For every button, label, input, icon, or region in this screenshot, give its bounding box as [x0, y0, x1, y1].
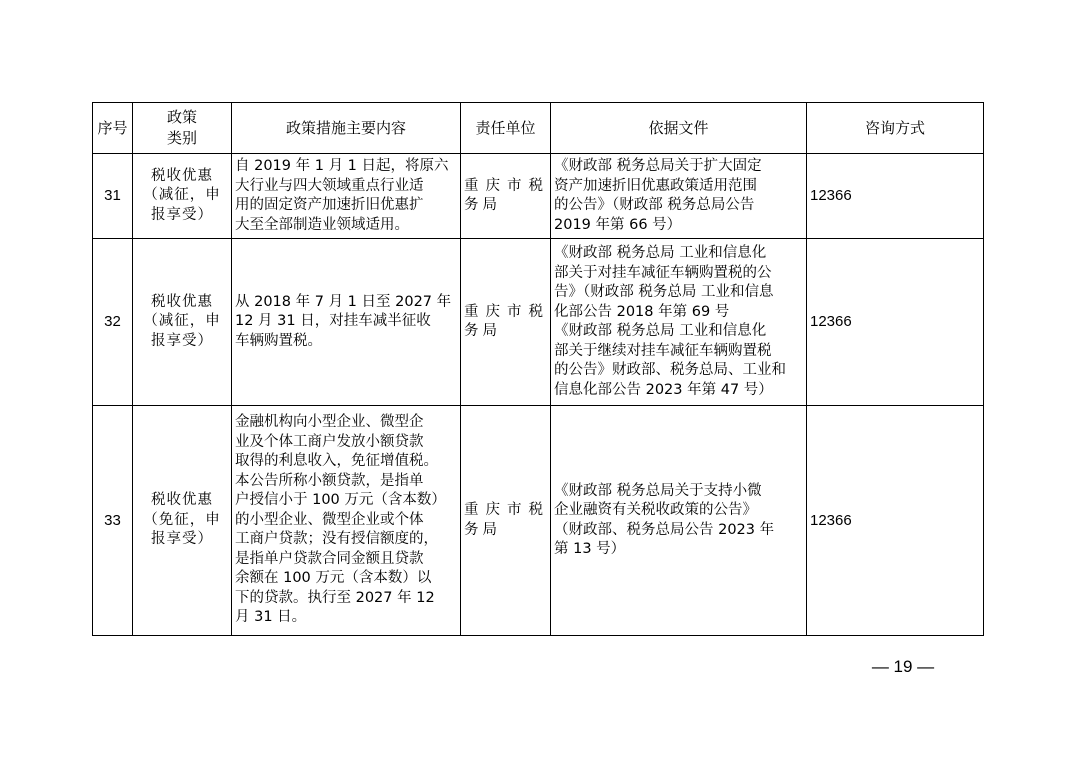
row-content [232, 239, 461, 406]
row-category-line: （减征，申 [143, 187, 221, 204]
row-basis-line: 的公告》财政部、税务总局、工业和 [554, 362, 786, 378]
row-content-line: 业及个体工商户发放小额贷款 [235, 433, 424, 450]
header-content: 政策措施主要内容 [232, 103, 461, 154]
row-content-line: 用的固定资产加速折旧优惠扩 [235, 197, 424, 213]
row-unit-text: 重庆市税务局 [464, 502, 547, 538]
row-content-line: 下的贷款。执行至 2027 年 12 [235, 589, 435, 606]
header-category-line2: 类别 [166, 129, 197, 147]
row-category [133, 239, 232, 406]
row-category [133, 406, 232, 636]
row-content-line: 余额在 100 万元（含本数）以 [235, 570, 432, 587]
row-content-line: 金融机构向小型企业、微型企 [235, 414, 424, 431]
header-contact: 咨询方式 [807, 103, 984, 154]
row-category-line: （免征，申 [143, 511, 221, 528]
policy-table [92, 102, 984, 636]
row-content-line: 大行业与四大领域重点行业适 [235, 177, 424, 194]
row-unit [461, 406, 551, 636]
row-category-line: 报享受） [151, 206, 213, 223]
row-content-line: 从 2018 年 7 月 1 日至 2027 年 [235, 293, 452, 310]
row-basis-line: 的公告》（财政部 税务总局公告 [554, 197, 755, 213]
row-basis-line: 化部公告 2018 年第 69 号 [554, 303, 730, 320]
row-basis-line: 企业融资有关税收政策的公告》 [554, 502, 757, 518]
row-content-line: 12 月 31 日，对挂车减半征收 [235, 313, 431, 330]
row-basis-line: 部关于对挂车减征车辆购置税的公 [554, 264, 772, 281]
row-number: 31 [93, 154, 133, 239]
row-basis-line: 《财政部 税务总局关于扩大固定 [554, 158, 762, 174]
row-number: 32 [93, 239, 133, 406]
table-header-row [93, 103, 984, 154]
row-basis [551, 154, 807, 239]
row-basis-line: 资产加速折旧优惠政策适用范围 [554, 177, 757, 194]
row-basis-line: 部关于继续对挂车减征车辆购置税 [554, 342, 772, 359]
row-content-line: 取得的利息收入，免征增值税。 [235, 453, 438, 470]
row-content-line: 本公告所称小额贷款，是指单 [235, 472, 424, 489]
row-basis-line: 《财政部 税务总局 工业和信息化 [554, 323, 767, 339]
row-content [232, 154, 461, 239]
row-content-line: 大至全部制造业领域适用。 [235, 216, 409, 233]
row-contact: 12366 [807, 239, 984, 406]
row-category-line: （减征，申 [143, 313, 221, 330]
row-basis [551, 239, 807, 406]
row-basis-line: 告》（财政部 税务总局 工业和信息 [554, 284, 774, 300]
row-content-line: 是指单户贷款合同金额且贷款 [235, 550, 424, 567]
row-basis-line: 2019 年第 66 号） [554, 216, 682, 233]
header-unit: 责任单位 [461, 103, 551, 154]
row-content-line: 自 2019 年 1 月 1 日起，将原六 [235, 158, 449, 174]
row-category-line: 报享受） [151, 531, 213, 548]
row-contact: 12366 [807, 406, 984, 636]
row-content [232, 406, 461, 636]
row-category-line: 税收优惠 [151, 167, 213, 184]
row-content-line: 月 31 日。 [235, 609, 307, 626]
row-category [133, 154, 232, 239]
row-basis-line: 第 13 号） [554, 541, 626, 557]
page-number: — 19 — [871, 657, 935, 676]
row-basis-line: 《财政部 税务总局 工业和信息化 [554, 245, 767, 261]
row-basis-line: （财政部、税务总局公告 2023 年 [554, 521, 775, 538]
row-unit-text: 重庆市税务局 [464, 177, 547, 213]
row-content-line: 的小型企业、微型企业或个体 [235, 511, 424, 528]
table-row [93, 239, 984, 406]
row-content-line: 工商户贷款；没有授信额度的， [235, 531, 438, 548]
row-unit [461, 154, 551, 239]
row-unit [461, 239, 551, 406]
header-category [133, 103, 232, 154]
row-content-line: 车辆购置税。 [235, 332, 322, 349]
header-basis: 依据文件 [551, 103, 807, 154]
header-no: 序号 [93, 103, 133, 154]
row-content-line: 户授信小于 100 万元（含本数） [235, 492, 446, 509]
table-row [93, 406, 984, 636]
table-row [93, 154, 984, 239]
row-basis-line: 《财政部 税务总局关于支持小微 [554, 482, 762, 499]
row-unit-text: 重庆市税务局 [464, 303, 547, 339]
row-basis [551, 406, 807, 636]
row-category-line: 报享受） [151, 332, 213, 349]
row-basis-line: 信息化部公告 2023 年第 47 号） [554, 381, 773, 398]
row-number: 33 [93, 406, 133, 636]
row-category-line: 税收优惠 [151, 293, 213, 310]
row-contact: 12366 [807, 154, 984, 239]
row-category-line: 税收优惠 [151, 492, 213, 509]
header-category-line1: 政策 [166, 108, 197, 126]
